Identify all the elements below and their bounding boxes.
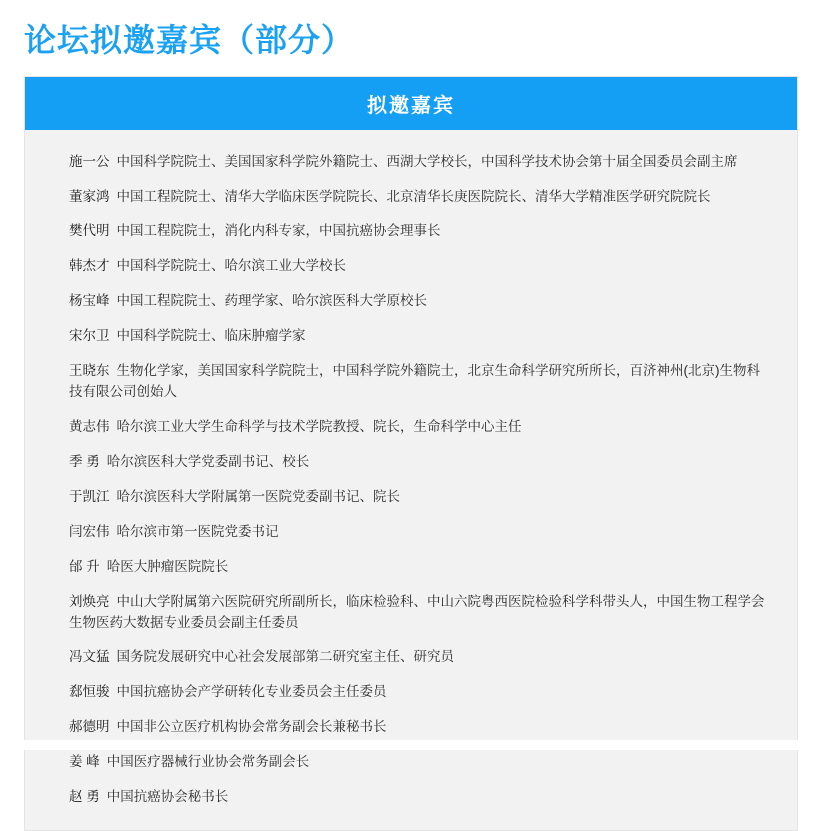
guest-name: 闫宏伟	[69, 523, 110, 539]
guest-name: 赵 勇	[69, 789, 100, 805]
guest-name: 季 勇	[69, 453, 100, 469]
guest-description: 生物化学家，美国国家科学院院士，中国科学院外籍院士，北京生命科学研究所所长，百济神州(北京)生物科技有限公司创始人	[69, 363, 760, 400]
guest-name: 韩杰才	[69, 258, 110, 274]
list-item	[69, 152, 767, 173]
guest-name: 宋尔卫	[69, 328, 110, 344]
guest-description: 国务院发展研究中心社会发展部第二研究室主任、研究员	[116, 649, 454, 665]
guest-name: 邰 升	[69, 558, 100, 574]
guest-name: 郄恒骏	[69, 684, 110, 700]
guest-name: 施一公	[69, 153, 110, 169]
list-item	[69, 221, 767, 242]
guest-description: 中国医疗器械行业协会常务副会长	[106, 754, 310, 770]
guest-name: 王晓东	[69, 363, 110, 379]
guest-name: 刘焕亮	[69, 593, 110, 609]
guest-description: 中国科学院院士、哈尔滨工业大学校长	[116, 258, 346, 274]
guest-name: 姜 峰	[69, 754, 100, 770]
guest-description: 哈尔滨医科大学党委副书记、校长	[106, 453, 310, 469]
page-title: 论坛拟邀嘉宾（部分）	[24, 22, 355, 58]
guest-description: 中国抗癌协会秘书长	[106, 789, 229, 805]
list-item	[69, 417, 767, 438]
guest-description: 中山大学附属第六医院研究所副所长，临床检验科、中山六院粤西医院检验科学科带头人，中国生物工程学会生物医药大数据专业委员会副主任委员	[69, 593, 765, 630]
guest-description: 哈尔滨工业大学生命科学与技术学院教授、院长，生命科学中心主任	[116, 418, 522, 434]
page-footer-spacer	[0, 740, 822, 750]
list-item	[69, 752, 767, 773]
guest-table-header: 拟邀嘉宾	[25, 77, 797, 130]
list-item	[69, 291, 767, 312]
guest-description: 哈尔滨市第一医院党委书记	[116, 523, 279, 539]
guest-description: 中国科学院院士、临床肿瘤学家	[116, 328, 306, 344]
list-item	[69, 682, 767, 703]
guest-name: 董家鸿	[69, 188, 110, 204]
guest-list	[25, 130, 797, 830]
list-item	[69, 647, 767, 668]
guest-description: 哈医大肿瘤医院院长	[106, 558, 229, 574]
guest-table-panel	[24, 76, 798, 831]
list-item	[69, 326, 767, 347]
guest-name: 黄志伟	[69, 418, 110, 434]
guest-name: 冯文猛	[69, 649, 110, 665]
guest-description: 中国工程院院士、药理学家、哈尔滨医科大学原校长	[116, 293, 427, 309]
list-item	[69, 592, 767, 634]
guest-description: 中国工程院院士、清华大学临床医学院院长、北京清华长庚医院院长、清华大学精准医学研究院院长	[116, 188, 711, 204]
guest-description: 中国工程院院士，消化内科专家，中国抗癌协会理事长	[116, 223, 441, 239]
guest-name: 郝德明	[69, 719, 110, 735]
list-item	[69, 787, 767, 808]
guest-description: 中国抗癌协会产学研转化专业委员会主任委员	[116, 684, 387, 700]
list-item	[69, 487, 767, 508]
guest-name: 杨宝峰	[69, 293, 110, 309]
list-item	[69, 187, 767, 208]
guest-description: 哈尔滨医科大学附属第一医院党委副书记、院长	[116, 488, 400, 504]
guest-name: 于凯江	[69, 488, 110, 504]
list-item	[69, 557, 767, 578]
list-item	[69, 361, 767, 403]
guest-description: 中国非公立医疗机构协会常务副会长兼秘书长	[116, 719, 387, 735]
list-item	[69, 256, 767, 277]
list-item	[69, 452, 767, 473]
guest-description: 中国科学院院士、美国国家科学院外籍院士、西湖大学校长，中国科学技术协会第十届全国委员会副主席	[116, 153, 738, 169]
list-item	[69, 522, 767, 543]
list-item	[69, 717, 767, 738]
guest-name: 樊代明	[69, 223, 110, 239]
